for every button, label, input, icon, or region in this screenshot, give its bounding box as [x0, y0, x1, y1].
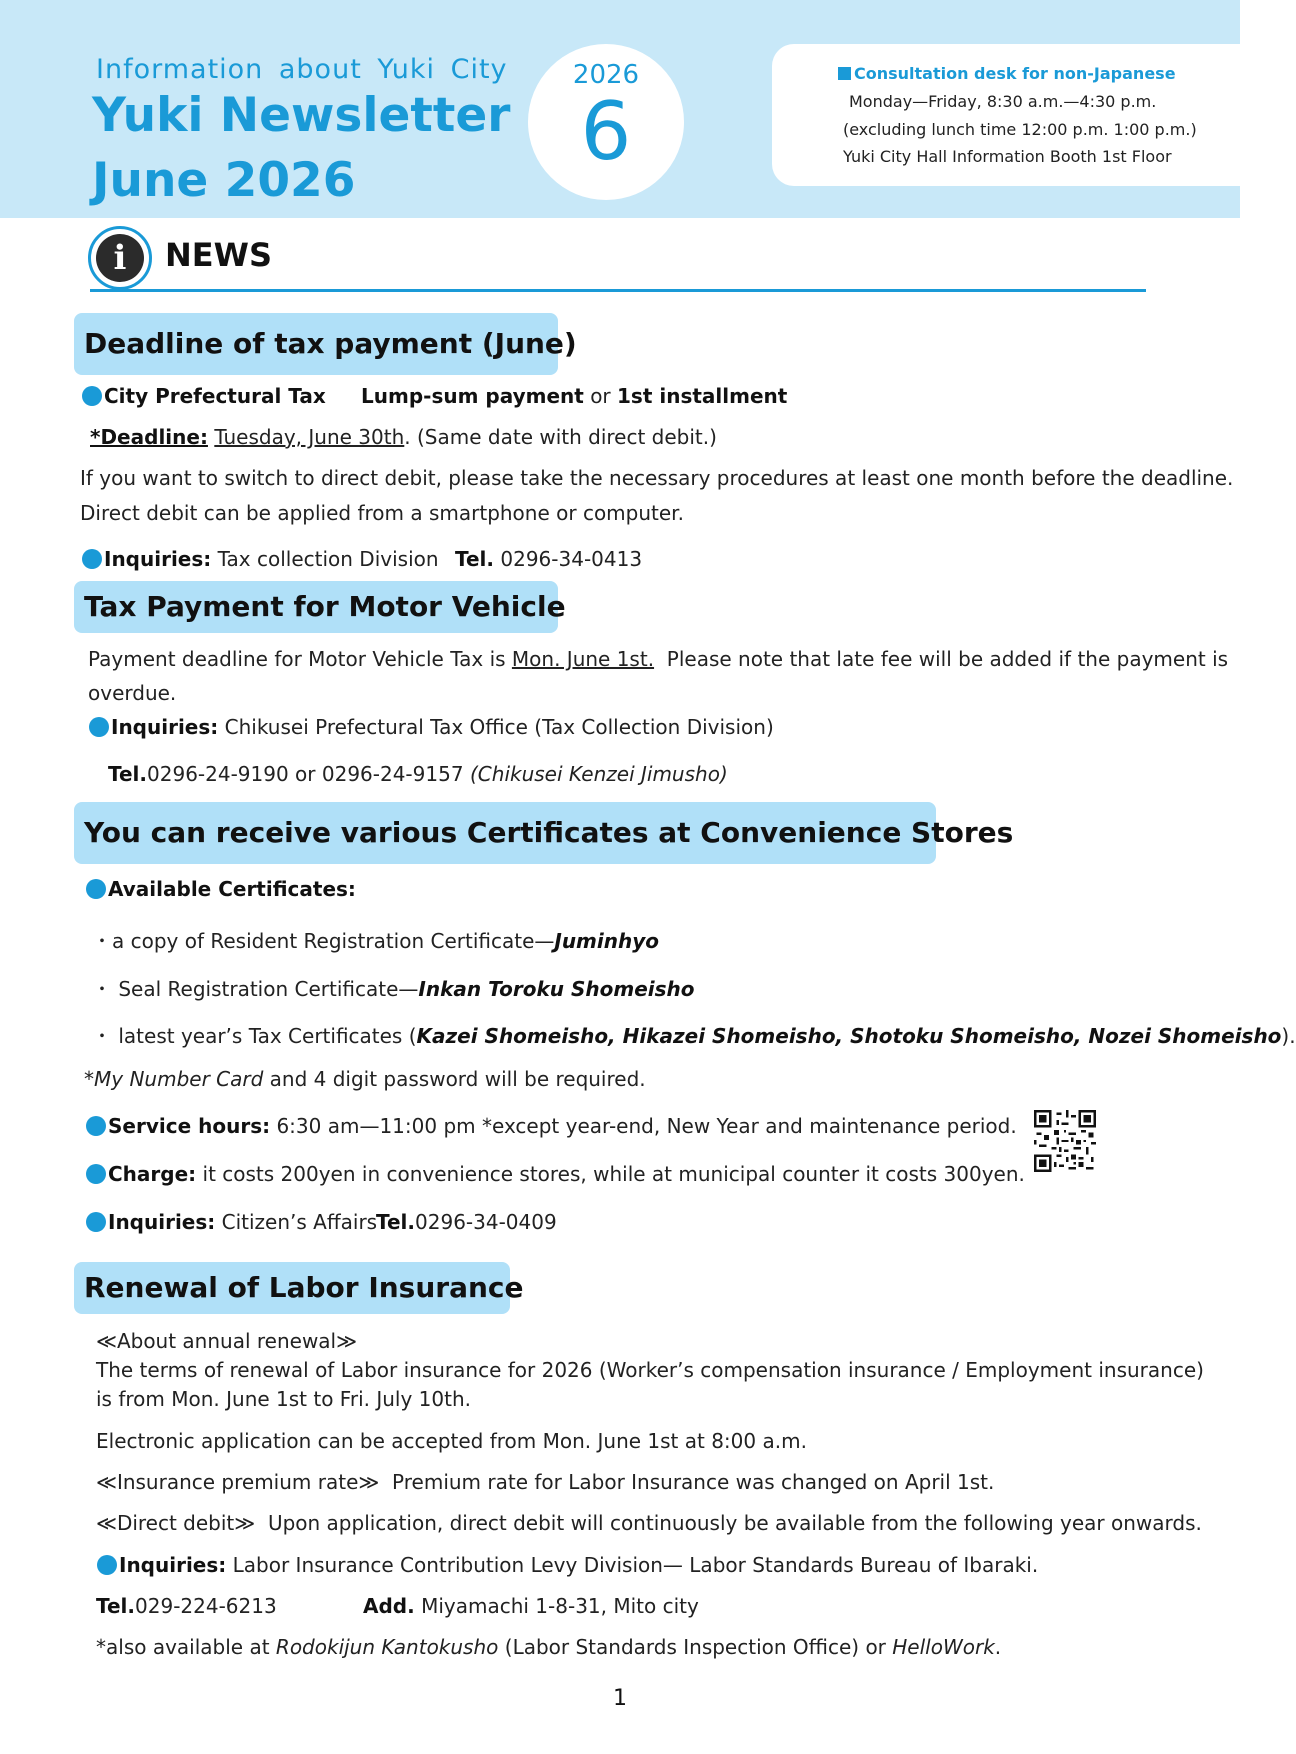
bullet-dot-icon — [86, 1212, 106, 1232]
section-heading-tax-deadline: Deadline of tax payment (June) — [74, 313, 558, 375]
labor-direct-debit — [96, 1511, 1202, 1535]
inquiries-text: Labor Insurance Contribution Levy Division— Labor Standards Bureau of Ibaraki. — [232, 1553, 1039, 1577]
charge-label: Charge: — [108, 1162, 197, 1186]
inquiries-label: Inquiries: — [111, 715, 219, 739]
premium-tag: ≪Insurance premium rate≫ — [96, 1470, 380, 1494]
item3-text: latest year’s Tax Certificates ( — [118, 1024, 417, 1048]
debit-tag: ≪Direct debit≫ — [96, 1511, 256, 1535]
bullet-dot-icon — [86, 879, 106, 899]
motor-text-after: Please note that late fee will be added if the payment is — [666, 647, 1229, 671]
note-card: My Number Card — [94, 1067, 264, 1091]
tel-label: Tel. — [376, 1210, 416, 1234]
tel-number: 029-224-6213 — [135, 1594, 277, 1618]
news-divider — [90, 289, 1146, 292]
tax-payment-options — [361, 384, 787, 408]
inquiries-label: Inquiries: — [108, 1210, 216, 1234]
motor-tel — [108, 762, 464, 786]
issue-year: 2026 — [572, 60, 640, 90]
labor-address — [363, 1594, 699, 1618]
newsletter-title: Yuki Newsletter — [92, 88, 511, 143]
page-number: 1 — [613, 1686, 627, 1711]
bullet-dot-icon — [86, 1164, 106, 1184]
labor-tel — [96, 1594, 277, 1618]
item1-japanese: Juminhyo — [554, 929, 660, 953]
consultation-hours: Monday—Friday, 8:30 a.m.—4:30 p.m. — [849, 92, 1157, 111]
tax-inquiries — [82, 547, 439, 571]
address-label: Add. — [363, 1594, 415, 1618]
motor-vehicle-text-cont: overdue. — [88, 681, 177, 705]
consultation-title — [838, 64, 1176, 83]
tax-item-line — [82, 384, 326, 408]
item2-text: Seal Registration Certificate— — [118, 977, 419, 1001]
inquiries-division: Citizen’s Affairs — [221, 1210, 378, 1234]
consultation-title-text: Consultation desk for non-Japanese — [854, 64, 1176, 83]
premium-text: Premium rate for Labor Insurance was changed on April 1st. — [392, 1470, 995, 1494]
item3-end: ). — [1281, 1024, 1296, 1048]
service-hours — [86, 1114, 1017, 1138]
bullet-dot-icon — [82, 386, 102, 406]
consultation-location: Yuki City Hall Information Booth 1st Floor — [843, 147, 1172, 166]
service-text: 6:30 am—11:00 pm *except year-end, New Year and maintenance period. — [276, 1114, 1017, 1138]
item1-text: a copy of Resident Registration Certificate— — [112, 929, 555, 953]
tel-numbers: 0296-24-9190 or 0296-24-9157 — [147, 762, 464, 786]
labor-also-available — [96, 1635, 1001, 1659]
deadline-note: . (Same date with direct debit.) — [404, 425, 717, 449]
note-rest: and 4 digit password will be required. — [269, 1067, 646, 1091]
news-heading: NEWS — [165, 236, 272, 274]
labor-terms-2: is from Mon. June 1st to Fri. July 10th. — [96, 1387, 471, 1411]
bullet-dot-icon — [82, 549, 102, 569]
also-office-1: Rodokijun Kantokusho — [275, 1635, 499, 1659]
motor-deadline: Mon. June 1st. — [511, 647, 655, 671]
inquiries-division: Tax collection Division — [217, 547, 439, 571]
service-label: Service hours: — [108, 1114, 271, 1138]
debit-text: Upon application, direct debit will continuously be available from the following year onwards. — [267, 1511, 1202, 1535]
certificates-inquiries — [86, 1210, 377, 1234]
tax-paragraph-2: Direct debit can be applied from a smartphone or computer. — [80, 501, 684, 525]
charge-text: it costs 200yen in convenience stores, while at municipal counter it costs 300yen. — [202, 1162, 1025, 1186]
inquiries-office: Chikusei Prefectural Tax Office (Tax Collection Division) — [224, 715, 774, 739]
tel-label: Tel. — [108, 762, 148, 786]
labor-about-tag: ≪About annual renewal≫ — [96, 1329, 358, 1353]
also-prefix: *also available at — [96, 1635, 270, 1659]
tax-item-label: City Prefectural Tax — [104, 384, 326, 408]
bullet-dot-icon — [97, 1555, 117, 1575]
item2-japanese: Inkan Toroku Shomeisho — [418, 977, 695, 1001]
square-bullet-icon — [838, 67, 851, 80]
charge — [86, 1162, 1025, 1186]
available-label: Available Certificates: — [108, 877, 356, 901]
motor-inquiries — [89, 715, 774, 739]
also-end: . — [994, 1635, 1002, 1659]
newsletter-kicker: Information about Yuki City — [96, 54, 508, 85]
consultation-lunch: (excluding lunch time 12:00 p.m. 1:00 p.m.) — [843, 120, 1197, 139]
bullet-dot-icon — [86, 1116, 106, 1136]
section-heading-certificates: You can receive various Certificates at Convenience Stores — [74, 802, 936, 864]
certificate-item-3: ・ latest year’s Tax Certificates (Kazei Shomeisho, Hikazei Shomeisho, Shotoku Shomeisho, Nozei Shomeisho). — [92, 1024, 1296, 1048]
bullet-dot-icon — [89, 717, 109, 737]
tel-label: Tel. — [455, 547, 495, 571]
section-heading-motor-vehicle: Tax Payment for Motor Vehicle — [74, 581, 558, 633]
labor-electronic: Electronic application can be accepted from Mon. June 1st at 8:00 a.m. — [96, 1429, 807, 1453]
certificates-available — [86, 877, 356, 901]
tax-paragraph-1: If you want to switch to direct debit, please take the necessary procedures at least one month before the deadline. — [80, 466, 1234, 490]
deadline-date: Tuesday, June 30th — [214, 425, 405, 449]
labor-terms-1: The terms of renewal of Labor insurance for 2026 (Worker’s compensation insurance / Employment insurance) — [96, 1358, 1204, 1382]
section-heading-labor-insurance: Renewal of Labor Insurance — [74, 1262, 510, 1314]
deadline-label: *Deadline: — [90, 425, 208, 449]
inquiries-label: Inquiries: — [104, 547, 212, 571]
motor-office-romaji: (Chikusei Kenzei Jimusho) — [470, 762, 728, 786]
labor-inquiries — [97, 1553, 1038, 1577]
tel-number: 0296-34-0413 — [500, 547, 643, 571]
or-text: or — [590, 384, 611, 408]
address-text: Miyamachi 1-8-31, Mito city — [421, 1594, 699, 1618]
certificates-note — [84, 1067, 646, 1091]
info-icon: i — [88, 226, 152, 290]
certificates-tel — [376, 1210, 557, 1234]
qr-code-icon[interactable] — [1034, 1110, 1096, 1172]
certificate-item-1: ・a copy of Resident Registration Certificate—Juminhyo — [92, 929, 660, 953]
labor-premium — [96, 1470, 994, 1494]
tel-number: 0296-34-0409 — [415, 1210, 557, 1234]
issue-number: 6 — [580, 85, 632, 178]
tax-tel — [455, 547, 642, 571]
item3-japanese: Kazei Shomeisho, Hikazei Shomeisho, Shotoku Shomeisho, Nozei Shomeisho — [416, 1024, 1282, 1048]
newsletter-date: June 2026 — [92, 153, 356, 208]
lump-sum-label: Lump-sum payment — [361, 384, 584, 408]
certificate-item-2: ・ Seal Registration Certificate—Inkan Toroku Shomeisho — [92, 977, 695, 1001]
inquiries-label: Inquiries: — [119, 1553, 227, 1577]
motor-text-before: Payment deadline for Motor Vehicle Tax is — [88, 647, 506, 671]
tel-label: Tel. — [96, 1594, 136, 1618]
first-installment-label: 1st installment — [617, 384, 788, 408]
also-middle: (Labor Standards Inspection Office) or — [504, 1635, 886, 1659]
motor-vehicle-text — [88, 647, 1228, 671]
note-star: * — [84, 1067, 94, 1091]
tax-deadline — [90, 425, 717, 449]
also-office-2: HelloWork — [892, 1635, 995, 1659]
